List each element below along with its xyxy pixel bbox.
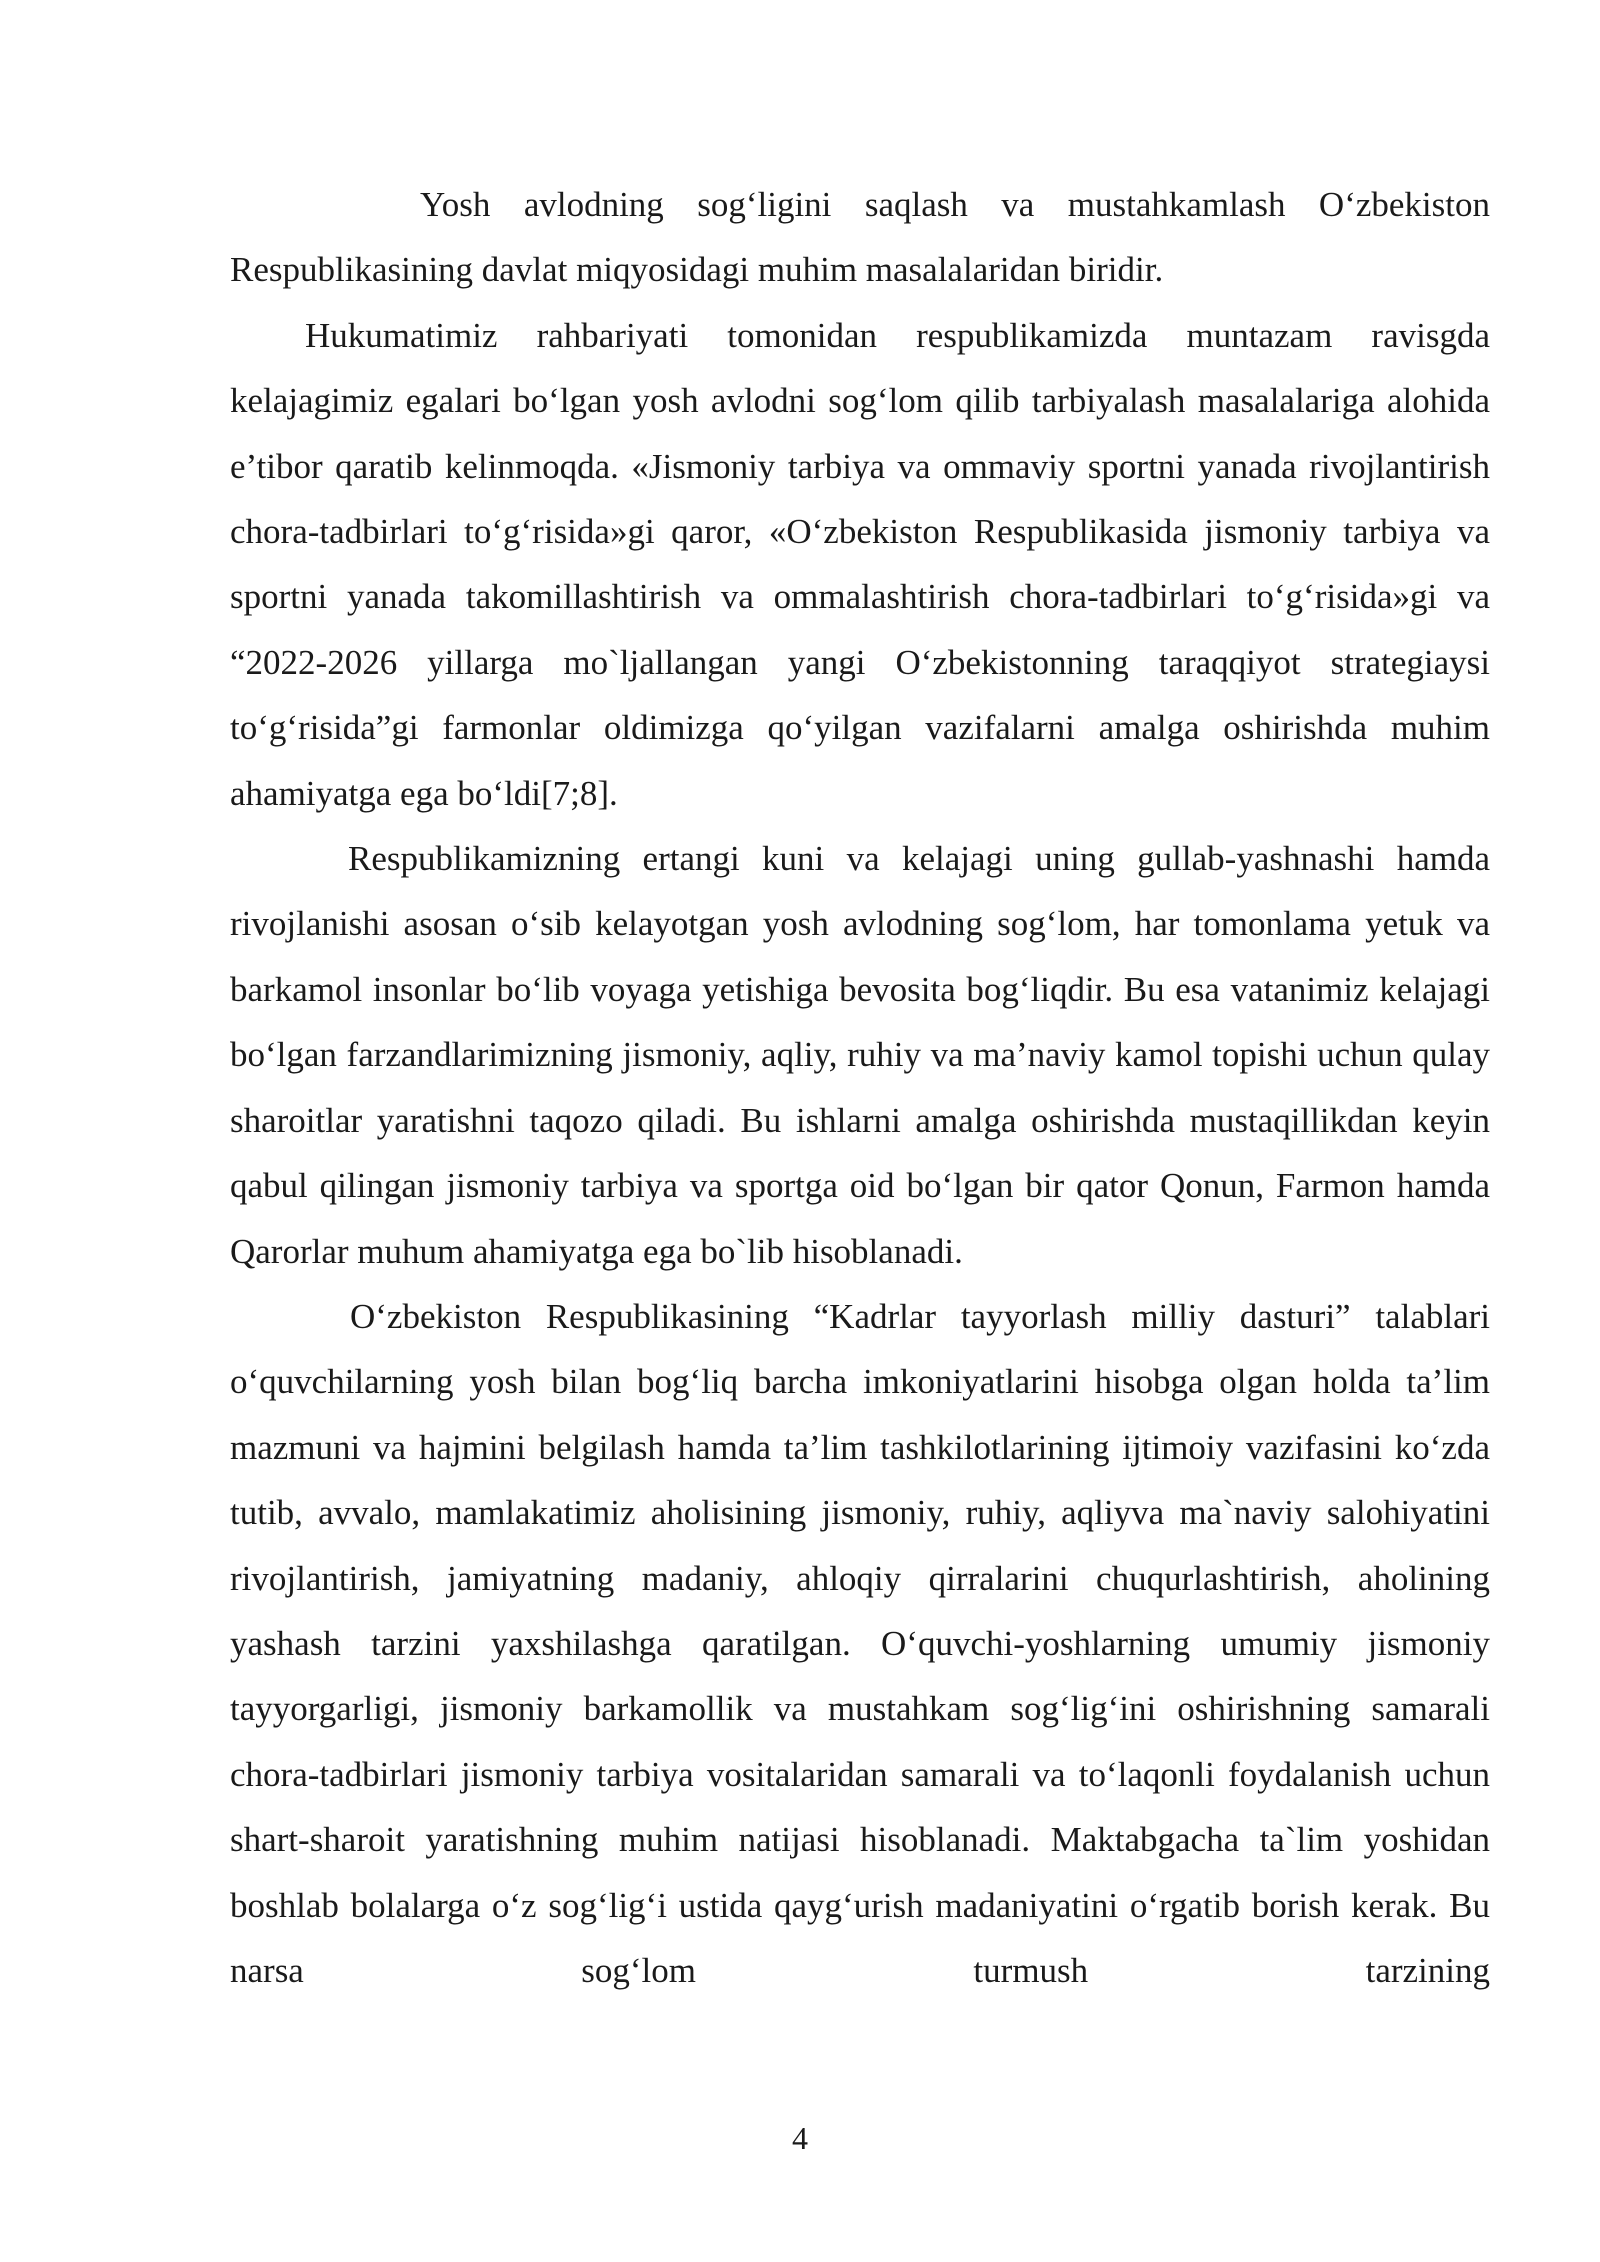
page-number: 4 — [792, 2120, 808, 2156]
paragraph-1: Yosh avlodning sog‘ligini saqlash va mustahkamlash O‘zbekiston Respublikasining davlat miqyosidagi muhim masalalaridan biridir. — [230, 185, 1490, 290]
paragraph-4: O‘zbekiston Respublikasining “Kadrlar tayyorlash milliy dasturi” talablari o‘quvchilarning yosh bilan bog‘liq barcha imkoniyatlarini hisobga olgan holda ta’lim mazmuni va hajmini belgilash hamda ta’lim tashkilotlarining ijtimoiy vazifasini ko‘zda tutib, avvalo, mamlakatimiz aholisining jismoniy, ruhiy, aqliyva ma`naviy salohiyatini rivojlantirish, jamiyatning madaniy, ahloqiy qirralarini chuqurlashtirish, aholining yashash tarzini yaxshilashga qaratilgan. O‘quvchi-yoshlarning umumiy jismoniy tayyorgarligi, jismoniy barkamollik va mustahkam sog‘lig‘ini oshirishning samarali chora-tadbirlari jismoniy tarbiya vositalaridan samarali va to‘laqonli foydalanish uchun shart-sharoit yaratishning muhim natijasi hisoblanadi. Maktabgacha ta`lim yoshidan boshlab bolalarga o‘z sog‘lig‘i ustida qayg‘urish madaniyatini o‘rgatib borish kerak. Bu narsa sog‘lom turmush tarzining — [230, 1296, 1490, 1990]
paragraph-2: Hukumatimiz rahbariyati tomonidan respublikamizda muntazam ravisgda kelajagimiz egalari bo‘lgan yosh avlodni sog‘lom qilib tarbiyalash masalalariga alohida e’tibor qaratib kelinmoqda. «Jismoniy tarbiya va ommaviy sportni yanada rivojlantirish chora-tadbirlari to‘g‘risida»gi qaror, «O‘zbekiston Respublikasida jismoniy tarbiya va sportni yanada takomillashtirish va ommalashtirish chora-tadbirlari to‘g‘risida»gi va “2022-2026 yillarga mo`ljallangan yangi O‘zbekistonning taraqqiyot strategiaysi to‘g‘risida”gi farmonlar oldimizga qo‘yilgan vazifalarni amalga oshirishda muhim ahamiyatga ega bo‘ldi[7;8]. — [230, 315, 1490, 813]
document-body — [230, 172, 1490, 2003]
paragraph-3: Respublikamizning ertangi kuni va kelajagi uning gullab-yashnashi hamda rivojlanishi asosan o‘sib kelayotgan yosh avlodning sog‘lom, har tomonlama yetuk va barkamol insonlar bo‘lib voyaga yetishiga bevosita bog‘liqdir. Bu esa vatanimiz kelajagi bo‘lgan farzandlarimizning jismoniy, aqliy, ruhiy va ma’naviy kamol topishi uchun qulay sharoitlar yaratishni taqozo qiladi. Bu ishlarni amalga oshirishda mustaqillikdan keyin qabul qilingan jismoniy tarbiya va sportga oid bo‘lgan bir qator Qonun, Farmon hamda Qarorlar muhum ahamiyatga ega bo`lib hisoblanadi. — [230, 839, 1490, 1271]
